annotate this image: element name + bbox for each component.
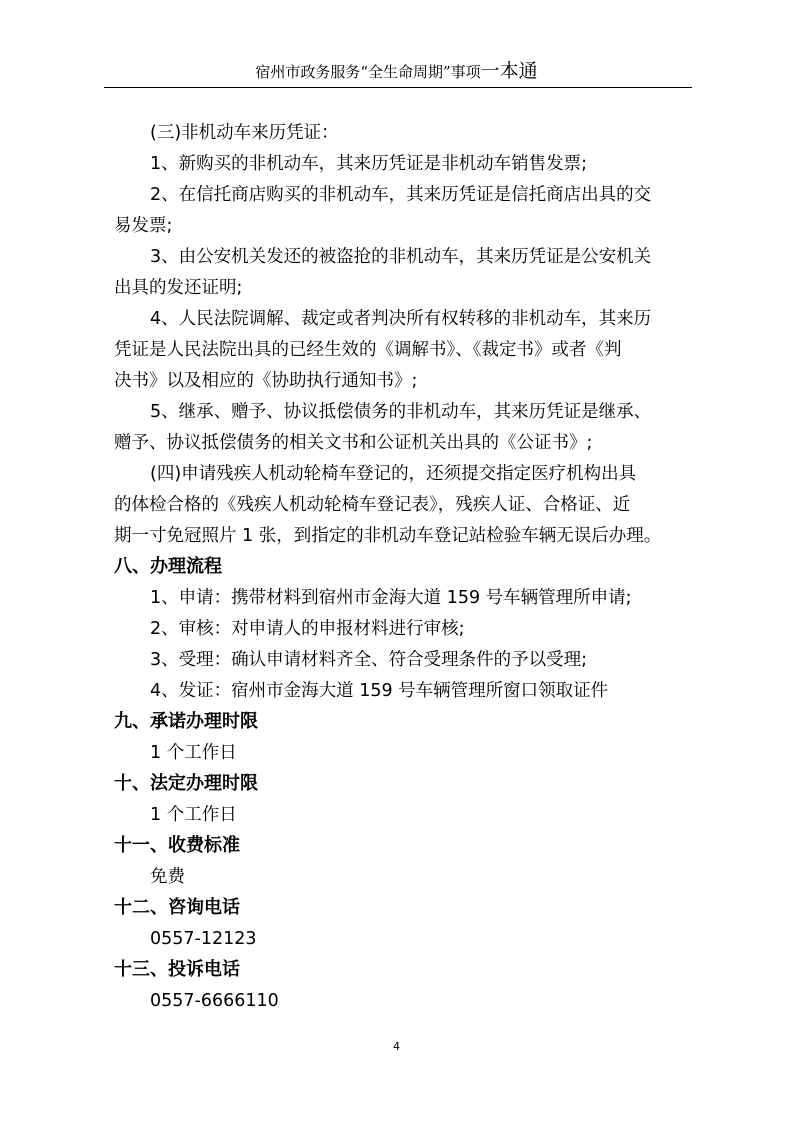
process-step: 4、发证：宿州市金海大道 159 号车辆管理所窗口领取证件 [150,681,609,701]
section-heading-promise-time: 九、承诺办理时限 [114,711,258,732]
body-line: (三)非机动车来历凭证： [150,123,339,143]
body-line: 凭证是人民法院出具的已经生效的《调解书》、《裁定书》或者《判 [114,340,622,360]
header-rule [104,87,692,88]
body-line: 5、继承、赠予、协议抵偿债务的非机动车，其来历凭证是继承、 [150,402,652,422]
body-line: 4、人民法院调解、裁定或者判决所有权转移的非机动车，其来历 [150,309,652,329]
body-line: 易发票; [114,216,173,236]
body-line: 期一寸免冠照片 1 张，到指定的非机动车登记站检验车辆无误后办理。 [114,526,662,546]
fee-value: 免费 [150,867,185,887]
section-heading-legal-time: 十、法定办理时限 [114,773,258,794]
section-heading-complaint-phone: 十三、投诉电话 [114,959,240,980]
promise-time-value: 1 个工作日 [150,743,237,763]
page-header [0,60,793,83]
body-line: 3、由公安机关发还的被盗抢的非机动车，其来历凭证是公安机关 [150,247,652,267]
body-line: 赠予、协议抵偿债务的相关文书和公证机关出具的《公证书》; [114,433,593,453]
header-title-tail: 一本通 [480,60,538,82]
body-line: 决书》以及相应的《协助执行通知书》; [114,371,418,391]
body-line: 出具的发还证明; [114,278,243,298]
legal-time-value: 1 个工作日 [150,805,237,825]
process-step: 1、申请：携带材料到宿州市金海大道 159 号车辆管理所申请; [150,588,632,608]
section-heading-process: 八、办理流程 [114,556,222,577]
body-line: 的体检合格的《残疾人机动轮椅车登记表》，残疾人证、合格证、近 [114,495,631,515]
body-line: 1、新购买的非机动车，其来历凭证是非机动车销售发票; [150,154,588,174]
header-title-main: 宿州市政务服务“全生命周期”事项 [255,63,481,81]
process-step: 2、审核：对申请人的申报材料进行审核; [150,619,465,639]
section-heading-consult-phone: 十二、咨询电话 [114,897,240,918]
page-number: 4 [393,1040,400,1053]
body-line: 2、在信托商店购买的非机动车，其来历凭证是信托商店出具的交 [150,185,652,205]
consult-phone-value: 0557-12123 [150,929,257,949]
complaint-phone-value: 0557-6666110 [150,991,279,1011]
process-step: 3、受理：确认申请材料齐全、符合受理条件的予以受理; [150,650,588,670]
body-line: (四)申请残疾人机动轮椅车登记的，还须提交指定医疗机构出具 [150,464,637,484]
section-heading-fee: 十一、收费标准 [114,835,240,856]
